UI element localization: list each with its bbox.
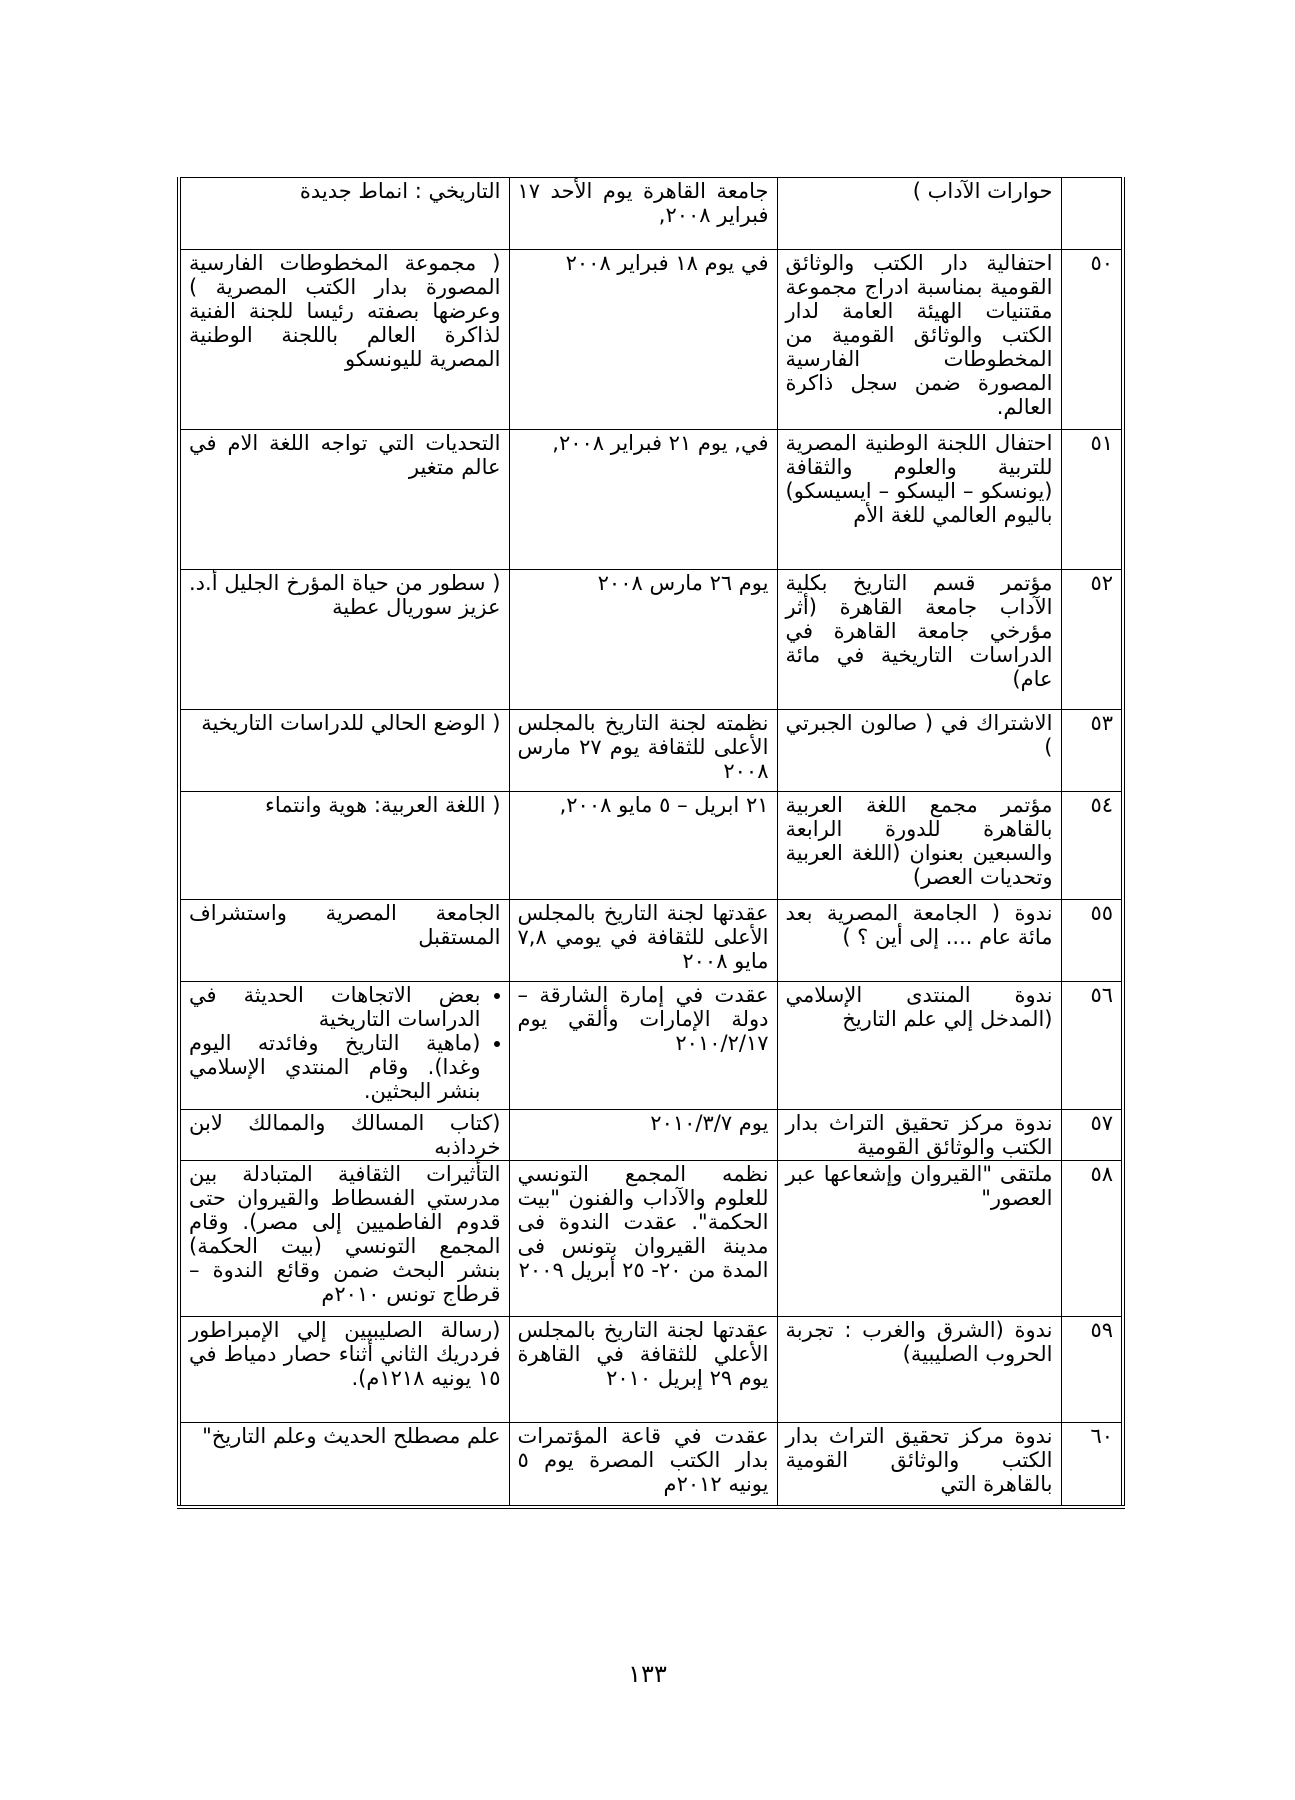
table-row: [179, 430, 1123, 570]
topic-cell: (رسالة الصليبيين إلي الإمبراطور فردريك الثاني أثناء حصار دمياط في ١٥ يونيه ١٢١٨م).: [179, 1317, 509, 1423]
date-cell: في يوم ١٨ فبراير ٢٠٠٨: [509, 250, 777, 430]
date-cell: في, يوم ٢١ فبراير ٢٠٠٨,: [509, 430, 777, 570]
row-number: ٥٣: [1061, 710, 1123, 792]
topic-cell: الجامعة المصرية واستشراف المستقبل: [179, 900, 509, 982]
date-cell: عقدت في إمارة الشارقة – دولة الإمارات وألقي يوم ٢٠١٠/٢/١٧: [509, 982, 777, 1110]
event-cell: حوارات الآداب ): [777, 178, 1061, 250]
date-cell: ٢١ ابريل – ٥ مايو ٢٠٠٨,: [509, 792, 777, 900]
topic-cell: ( اللغة العربية: هوية وانتماء: [179, 792, 509, 900]
table-row: [179, 710, 1123, 792]
row-number: [1061, 178, 1123, 250]
event-cell: ندوة ( الجامعة المصرية بعد مائة عام .... إلى أين ؟ ): [777, 900, 1061, 982]
topic-cell: ( الوضع الحالي للدراسات التاريخية: [179, 710, 509, 792]
event-cell: ندوة مركز تحقيق التراث بدار الكتب والوثائق القومية بالقاهرة التي: [777, 1423, 1061, 1507]
events-table-body: [179, 178, 1123, 1507]
date-cell: جامعة القاهرة يوم الأحد ١٧ فبراير ٢٠٠٨,: [509, 178, 777, 250]
event-cell: الاشتراك في ( صالون الجبرتي ): [777, 710, 1061, 792]
event-cell: احتفال اللجنة الوطنية المصرية للتربية والعلوم والثقافة (يونسكو – اليسكو – ايسيسكو) باليوم العالمي للغة الأم: [777, 430, 1061, 570]
table-row: [179, 178, 1123, 250]
date-cell: عقدت في قاعة المؤتمرات بدار الكتب المصرة يوم ٥ يونيه ٢٠١٢م: [509, 1423, 777, 1507]
table-row: [179, 1161, 1123, 1317]
row-number: ٥٢: [1061, 570, 1123, 710]
topic-bullet-item: • بعض الاتجاهات الحديثة في الدراسات التاريخية: [189, 983, 481, 1031]
topic-cell: (كتاب المسالك والممالك لابن خرداذبه: [179, 1110, 509, 1161]
topic-cell: علم مصطلح الحديث وعلم التاريخ": [179, 1423, 509, 1507]
row-number: ٥٨: [1061, 1161, 1123, 1317]
table-row: [179, 792, 1123, 900]
page-number: ١٣٣: [628, 1660, 667, 1688]
date-cell: عقدتها لجنة التاريخ بالمجلس الأعلى للثقافة في يومي ٧,٨ مايو ٢٠٠٨: [509, 900, 777, 982]
topic-cell: [179, 982, 509, 1110]
topic-cell: التأثيرات الثقافية المتبادلة بين مدرستي الفسطاط والقيروان حتى قدوم الفاطميين إلى مصر). وقام المجمع التونسي (بيت الحكمة) بنشر البحث ضمن وقائع الندوة – قرطاج تونس ٢٠١٠م: [179, 1161, 509, 1317]
row-number: ٥٦: [1061, 982, 1123, 1110]
date-cell: يوم ٢٠١٠/٣/٧: [509, 1110, 777, 1161]
row-number: ٥١: [1061, 430, 1123, 570]
date-cell: نظمته لجنة التاريخ بالمجلس الأعلى للثقافة يوم ٢٧ مارس ٢٠٠٨: [509, 710, 777, 792]
table-row: [179, 982, 1123, 1110]
events-table: [177, 177, 1125, 1509]
date-cell: يوم ٢٦ مارس ٢٠٠٨: [509, 570, 777, 710]
row-number: ٥٧: [1061, 1110, 1123, 1161]
table-row: [179, 1317, 1123, 1423]
topic-bullet-item: • (ماهية التاريخ وفائدته اليوم وغدا). وقام المنتدي الإسلامي بنشر البحثين.: [189, 1031, 481, 1103]
event-cell: ندوة (الشرق والغرب : تجربة الحروب الصليبية): [777, 1317, 1061, 1423]
date-cell: عقدتها لجنة التاريخ بالمجلس الأعلي للثقافة في القاهرة يوم ٢٩ إبريل ٢٠١٠: [509, 1317, 777, 1423]
topic-cell: ( سطور من حياة المؤرخ الجليل أ.د. عزيز سوريال عطية: [179, 570, 509, 710]
row-number: ٥٠: [1061, 250, 1123, 430]
date-cell: نظمه المجمع التونسي للعلوم والآداب والفنون "بيت الحكمة". عقدت الندوة فى مدينة القيروان بتونس فى المدة من ٢٠- ٢٥ أبريل ٢٠٠٩: [509, 1161, 777, 1317]
topic-cell: ( مجموعة المخطوطات الفارسية المصورة بدار الكتب المصرية ) وعرضها بصفته رئيسا للجنة الفنية لذاكرة العالم باللجنة الوطنية المصرية لليونسكو: [179, 250, 509, 430]
table-row: [179, 570, 1123, 710]
row-number: ٥٤: [1061, 792, 1123, 900]
table-row: [179, 900, 1123, 982]
event-cell: ملتقى "القيروان وإشعاعها عبر العصور": [777, 1161, 1061, 1317]
topic-cell: التحديات التي تواجه اللغة الام في عالم متغير: [179, 430, 509, 570]
row-number: ٥٩: [1061, 1317, 1123, 1423]
event-cell: مؤتمر قسم التاريخ بكلية الآداب جامعة القاهرة (أثر مؤرخي جامعة القاهرة في الدراسات التاريخية في مائة عام): [777, 570, 1061, 710]
row-number: ٥٥: [1061, 900, 1123, 982]
topic-bullet-list: [189, 983, 501, 1103]
event-cell: احتفالية دار الكتب والوثائق القومية بمناسبة ادراج مجموعة مقتنيات الهيئة العامة لدار الكتب والوثائق القومية من المخطوطات الفارسية المصورة ضمن سجل ذاكرة العالم.: [777, 250, 1061, 430]
row-number: ٦٠: [1061, 1423, 1123, 1507]
table-row: [179, 1110, 1123, 1161]
event-cell: مؤتمر مجمع اللغة العربية بالقاهرة للدورة الرابعة والسبعين بعنوان (اللغة العربية وتحديات العصر): [777, 792, 1061, 900]
event-cell: ندوة مركز تحقيق التراث بدار الكتب والوثائق القومية: [777, 1110, 1061, 1161]
table-row: [179, 250, 1123, 430]
table-row: [179, 1423, 1123, 1507]
event-cell: ندوة المنتدى الإسلامي (المدخل إلي علم التاريخ: [777, 982, 1061, 1110]
topic-cell: التاريخي : انماط جديدة: [179, 178, 509, 250]
